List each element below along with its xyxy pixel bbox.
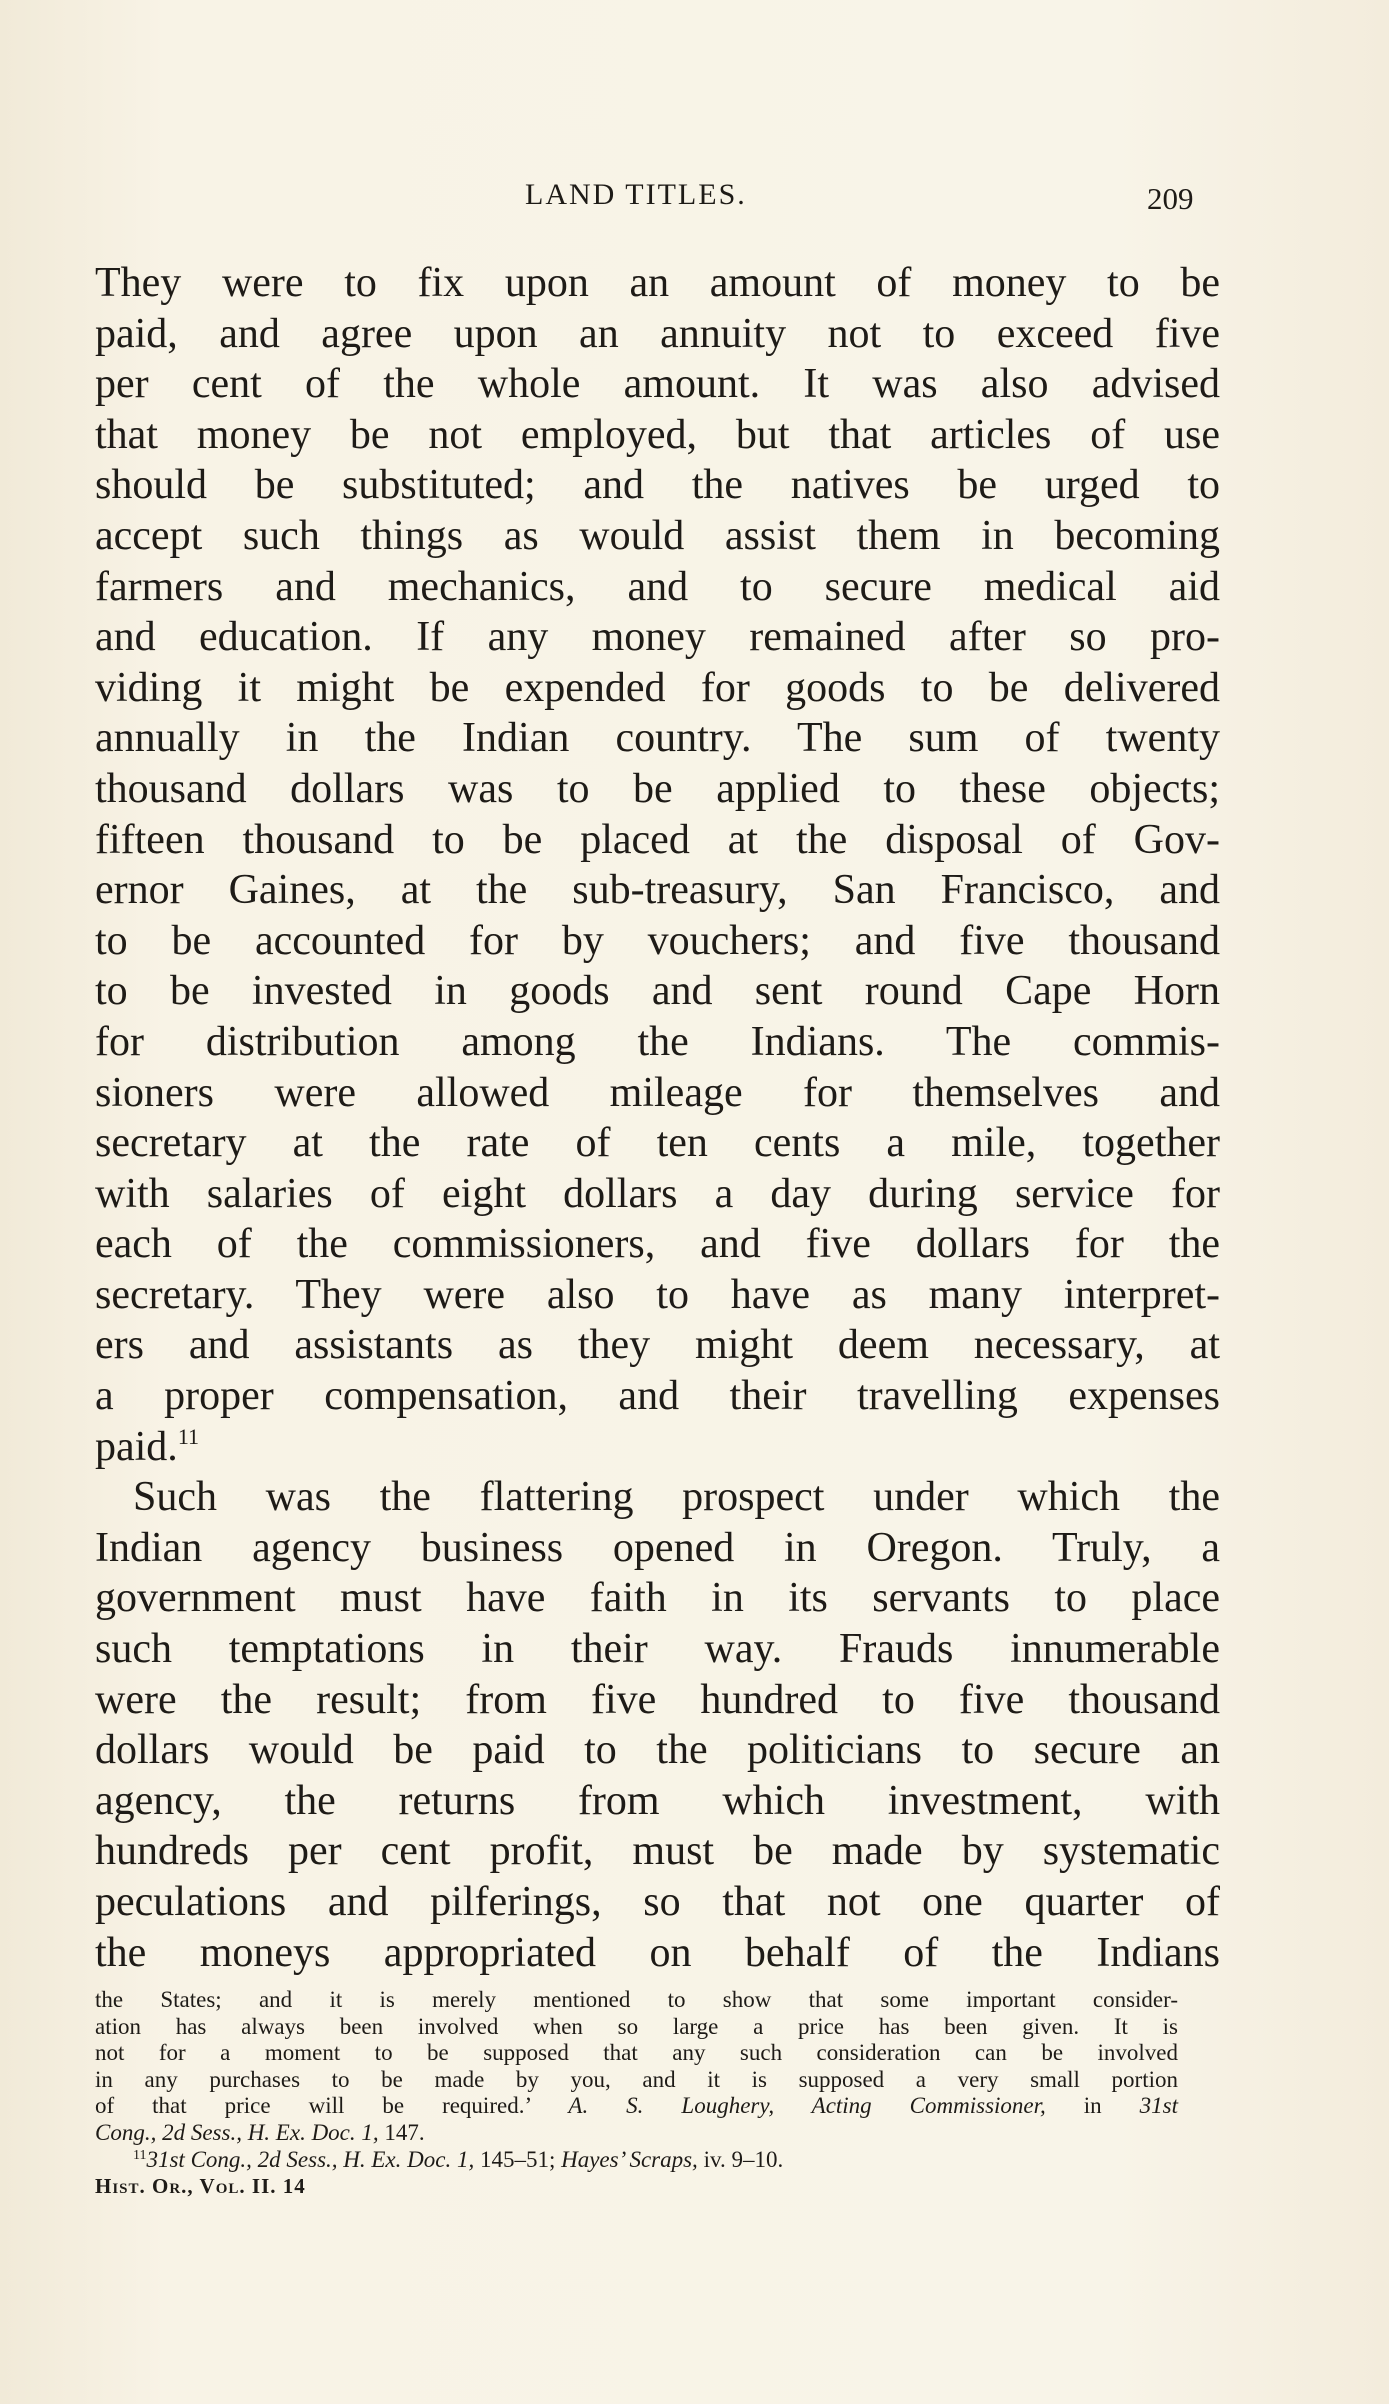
text-segment: paid.: [95, 1423, 178, 1470]
running-title: LAND TITLES.: [525, 178, 747, 211]
text-line: secretary. They were also to have as many interpret-: [95, 1271, 1220, 1318]
text-line: to be accounted for by vouchers; and five thousand: [95, 917, 1220, 964]
text-line: They were to fix upon an amount of money to be: [95, 260, 1220, 306]
text-line: thousand dollars was to be applied to these objects;: [95, 765, 1220, 812]
text-line: accept such things as would assist them in becoming: [95, 512, 1220, 559]
text-line: dollars would be paid to the politicians to secure an: [95, 1727, 1220, 1774]
text-line: should be substituted; and the natives be urged to: [95, 462, 1220, 509]
text-line: and education. If any money remained after so pro-: [95, 614, 1220, 661]
text-line: to be invested in goods and sent round Cape Horn: [95, 968, 1220, 1015]
footnote-line: the States; and it is merely mentioned to show that some important consider-: [95, 1987, 1178, 2012]
footnote-line: not for a moment to be supposed that any such consideration can be involved: [95, 2040, 1178, 2066]
footnote-line: [95, 2120, 1178, 2147]
text-line: viding it might be expended for goods to be delivered: [95, 664, 1220, 711]
footnote-segment: iv. 9–10.: [697, 2146, 784, 2172]
text-line: ernor Gaines, at the sub-treasury, San Francisco, and: [95, 867, 1220, 914]
text-line: hundreds per cent profit, must be made by systematic: [95, 1828, 1220, 1875]
text-line: Indian agency business opened in Oregon. Truly, a: [95, 1524, 1220, 1571]
text-line: the moneys appropriated on behalf of the Indians: [95, 1929, 1220, 1976]
text-line: [95, 1422, 1220, 1473]
footnotes: [95, 1987, 1178, 2199]
footnote-line: in any purchases to be made by you, and it is supposed a very small portion: [95, 2066, 1178, 2092]
footnote-reference-11: 11: [177, 1423, 199, 1449]
running-head: [0, 178, 1389, 218]
text-line: paid, and agree upon an annuity not to exceed five: [95, 310, 1220, 357]
text-line: annually in the Indian country. The sum of twenty: [95, 715, 1220, 762]
text-line: farmers and mechanics, and to secure medical aid: [95, 563, 1220, 610]
text-line: Such was the flattering prospect under which the: [133, 1474, 1220, 1521]
page-number: 209: [1147, 181, 1194, 216]
text-line: such temptations in their way. Frauds innumerable: [95, 1626, 1220, 1673]
text-line: fifteen thousand to be placed at the disposal of Gov-: [95, 816, 1220, 863]
text-line: with salaries of eight dollars a day during service for: [95, 1170, 1220, 1217]
text-line: sioners were allowed mileage for themselves and: [95, 1069, 1220, 1116]
text-line: for distribution among the Indians. The commis-: [95, 1018, 1220, 1065]
footnote-11: [95, 2147, 1178, 2174]
signature-mark: Hist. Or., Vol. II. 14: [95, 2174, 306, 2199]
text-line: that money be not employed, but that articles of use: [95, 411, 1220, 458]
citation-italic: Hayes’ Scraps,: [561, 2146, 698, 2172]
text-line: government must have faith in its servants to place: [95, 1575, 1220, 1622]
text-line: peculations and pilferings, so that not one quarter of: [95, 1879, 1220, 1925]
text-line: a proper compensation, and their travelling expenses: [95, 1373, 1220, 1420]
footnote-mark-11: 11: [133, 2147, 147, 2163]
citation-italic: A. S. Loughery, Acting Commissioner,: [568, 2093, 1046, 2119]
text-line: were the result; from five hundred to five thousand: [95, 1676, 1220, 1723]
main-text: [95, 258, 1220, 1978]
text-line: per cent of the whole amount. It was also advised: [95, 361, 1220, 408]
footnote-line: [95, 2093, 1178, 2120]
footnote-segment: 147.: [378, 2119, 425, 2145]
text-line: ers and assistants as they might deem necessary, at: [95, 1322, 1220, 1369]
footnote-segment: in: [1045, 2093, 1140, 2119]
footnote-segment: 145–51;: [474, 2146, 562, 2172]
footnote-segment: of that price will be required.’: [95, 2093, 569, 2119]
citation-italic: 31st Cong., 2d Sess., H. Ex. Doc. 1,: [146, 2146, 475, 2172]
text-line: each of the commissioners, and five dollars for the: [95, 1221, 1220, 1268]
citation-italic: Cong., 2d Sess., H. Ex. Doc. 1,: [95, 2119, 379, 2145]
text-line: secretary at the rate of ten cents a mile, together: [95, 1120, 1220, 1167]
citation-italic: 31st: [1139, 2093, 1178, 2119]
footnote-line: ation has always been involved when so large a price has been given. It is: [95, 2013, 1178, 2039]
text-line: agency, the returns from which investment, with: [95, 1777, 1220, 1824]
